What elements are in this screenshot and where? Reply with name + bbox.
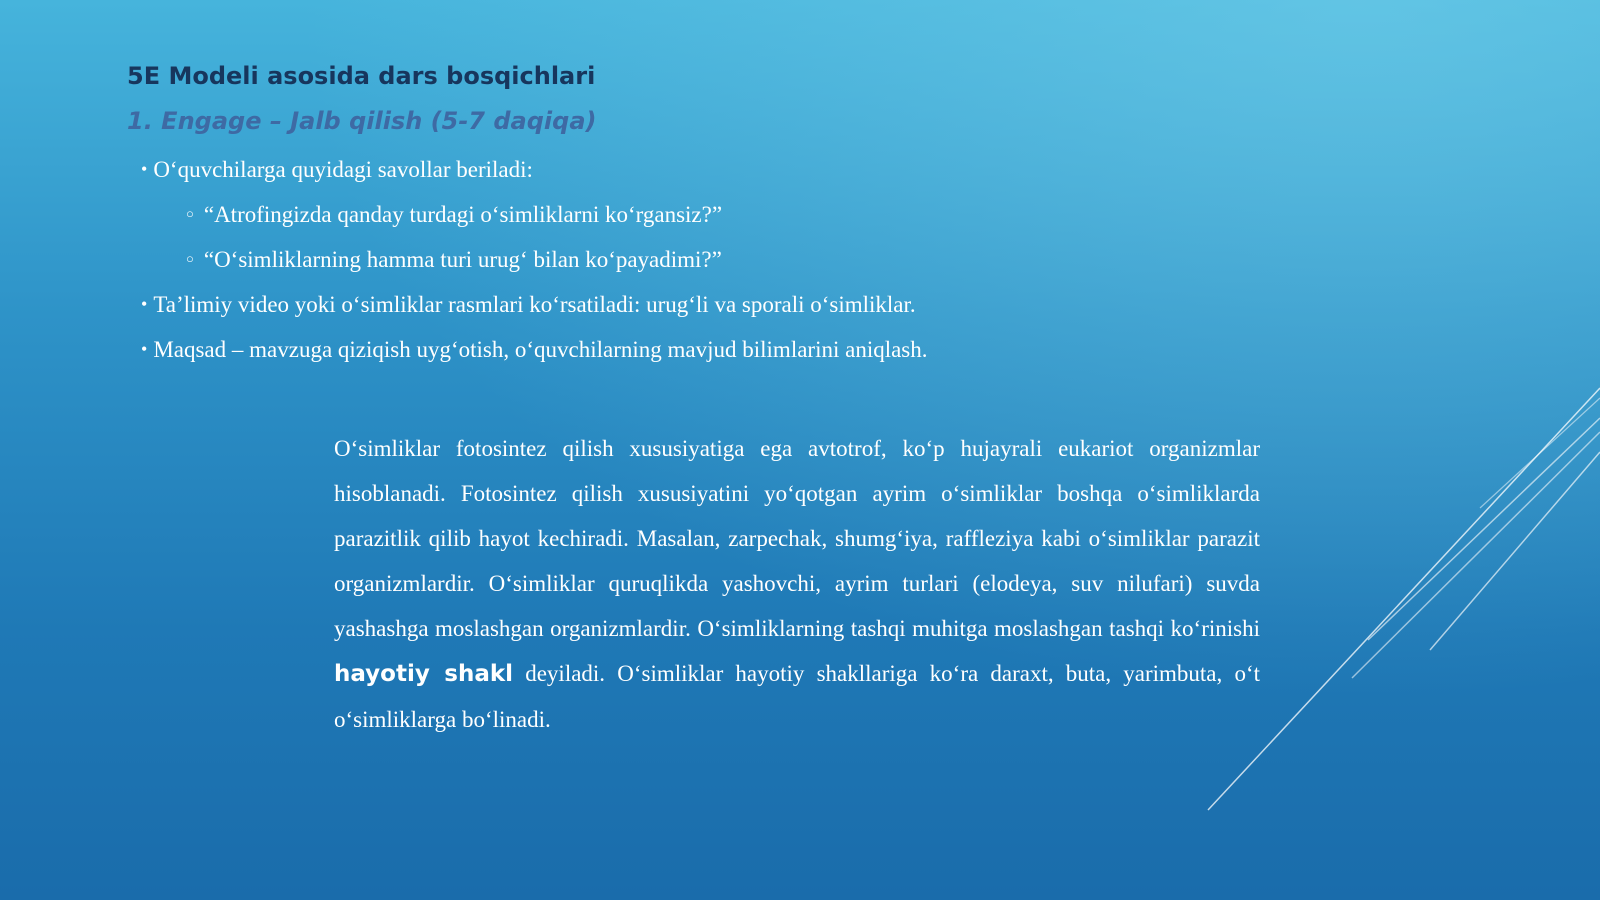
paragraph-emphasis: hayotiy shakl — [334, 661, 514, 687]
bullet-dot-icon: • — [141, 339, 148, 359]
slide-title: 5E Modeli asosida dars bosqichlari — [127, 62, 596, 90]
slide-subtitle: 1. Engage – Jalb qilish (5-7 daqiqa) — [127, 107, 597, 135]
bullet-dot-icon: • — [141, 159, 148, 179]
bullet-item — [141, 292, 916, 318]
bullet-item — [141, 337, 928, 363]
body-paragraph — [334, 426, 1260, 742]
decorative-line — [1430, 452, 1600, 650]
bullet-text: O‘quvchilarga quyidagi savollar beriladi: — [153, 157, 533, 182]
bullet-ring-icon: ○ — [186, 206, 194, 221]
bullet-text: “O‘simliklarning hamma turi urug‘ bilan ko‘payadimi?” — [203, 247, 722, 272]
paragraph-text: deyiladi. O‘simliklar hayotiy shakllariga ko‘ra daraxt, buta, yarimbuta, o‘t o‘simliklarga bo‘linadi. — [334, 661, 1260, 732]
sub-bullet-item — [186, 202, 722, 228]
bullet-item — [141, 157, 533, 183]
paragraph-text: O‘simliklar fotosintez qilish xususiyatiga ega avtotrof, ko‘p hujayrali eukariot organizmlar hisoblanadi. Fotosintez qilish xususiyatini yo‘qotgan ayrim o‘simliklar boshqa o‘simliklarda parazitlik qilib hayot kechiradi. Masalan, zarpechak, shumg‘iya, raffleziya kabi o‘simliklar parazit organizmlardir. O‘simliklar quruqlikda yashovchi, ayrim turlari (elodeya, suv nilufari) suvda yashashga moslashgan organizmlardir. O‘simliklarning tashqi muhitga moslashgan tashqi ko‘rinishi — [334, 436, 1260, 641]
bullet-ring-icon: ○ — [186, 251, 194, 266]
bullet-dot-icon: • — [141, 294, 148, 314]
bullet-text: “Atrofingizda qanday turdagi o‘simliklarni ko‘rgansiz?” — [203, 202, 723, 227]
bullet-text: Maqsad – mavzuga qiziqish uyg‘otish, o‘quvchilarning mavjud bilimlarini aniqlash. — [153, 337, 928, 362]
decorative-line — [1352, 432, 1600, 678]
decorative-line — [1368, 418, 1600, 640]
sub-bullet-item — [186, 247, 722, 273]
bullet-text: Ta’limiy video yoki o‘simliklar rasmlari ko‘rsatiladi: urug‘li va sporali o‘simliklar. — [153, 292, 916, 317]
